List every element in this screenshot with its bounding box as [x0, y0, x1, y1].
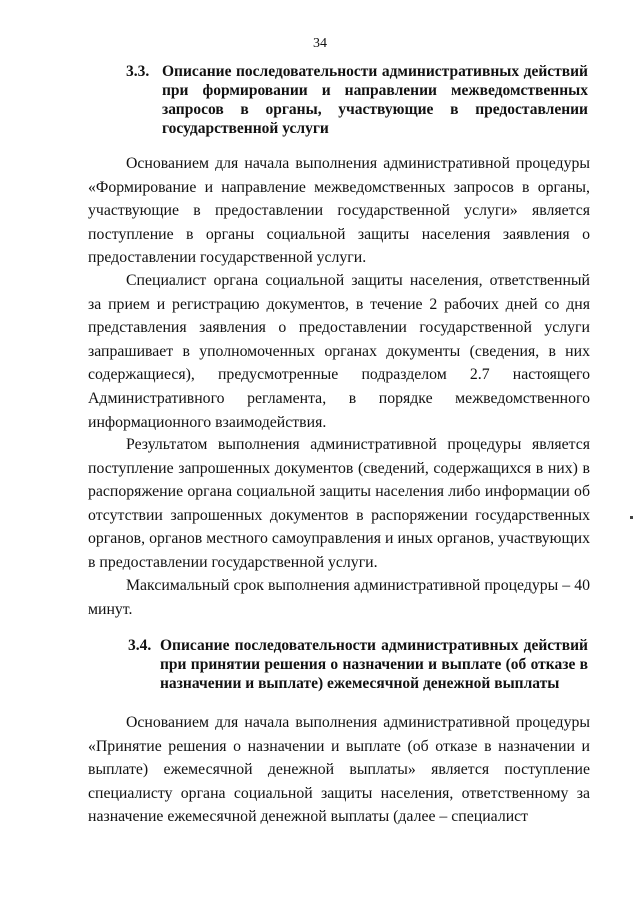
paragraph-basis-3-4: Основанием для начала выполнения административной процедуры «Принятие решения о назначении и выплате (об отказе в назначении и выплате) ежемесячной денежной выплаты» является поступление специалисту органа социальной защиты населения, ответственному за назначение ежемесячной денежной выплаты (далее – специалист: [88, 714, 590, 826]
paragraph-specialist-request: Специалист органа социальной защиты населения, ответственный за прием и регистрацию документов, в течение 2 рабочих дней со дня представления заявления о предоставлении государственной услуги запрашивает в уполномоченных органах документы (сведения, в них содержащиеся), предусмотренные подразделом 2.7 настоящего Административного регламента, в порядке межведомственного информационного взаимодействия.: [88, 272, 590, 431]
paragraph-basis-3-3: Основанием для начала выполнения административной процедуры «Формирование и направление межведомственных запросов в органы, участвующие в предоставлении государственной услуги» является поступление в органы социальной защиты населения заявления о предоставлении государственной услуги.: [88, 155, 590, 267]
scan-mark: [630, 516, 633, 519]
paragraph-max-duration: Максимальный срок выполнения административной процедуры – 40 минут.: [88, 577, 590, 618]
section-heading-3-4: [128, 636, 588, 693]
section-title: Описание последовательности административных действий при формировании и направлении межведомственных запросов в органы, участвующие в предоставлении государственной услуги: [162, 63, 588, 137]
page-number: 34: [313, 36, 327, 51]
section-number: 3.3.: [126, 63, 150, 80]
section-number: 3.4.: [128, 637, 152, 654]
paragraph-result: Результатом выполнения административной процедуры является поступление запрошенных документов (сведений, содержащихся в них) в распоряжение органа социальной защиты населения либо информации об отсутствии запрошенных документов в распоряжении государственных органов, органов местного самоуправления и иных органов, участвующих в предоставлении государственной услуги.: [88, 436, 590, 571]
section-heading-3-3: [126, 62, 588, 138]
section-title: Описание последовательности административных действий при принятии решения о назначении и выплате (об отказе в назначении и выплате) ежемесячной денежной выплаты: [160, 637, 588, 692]
